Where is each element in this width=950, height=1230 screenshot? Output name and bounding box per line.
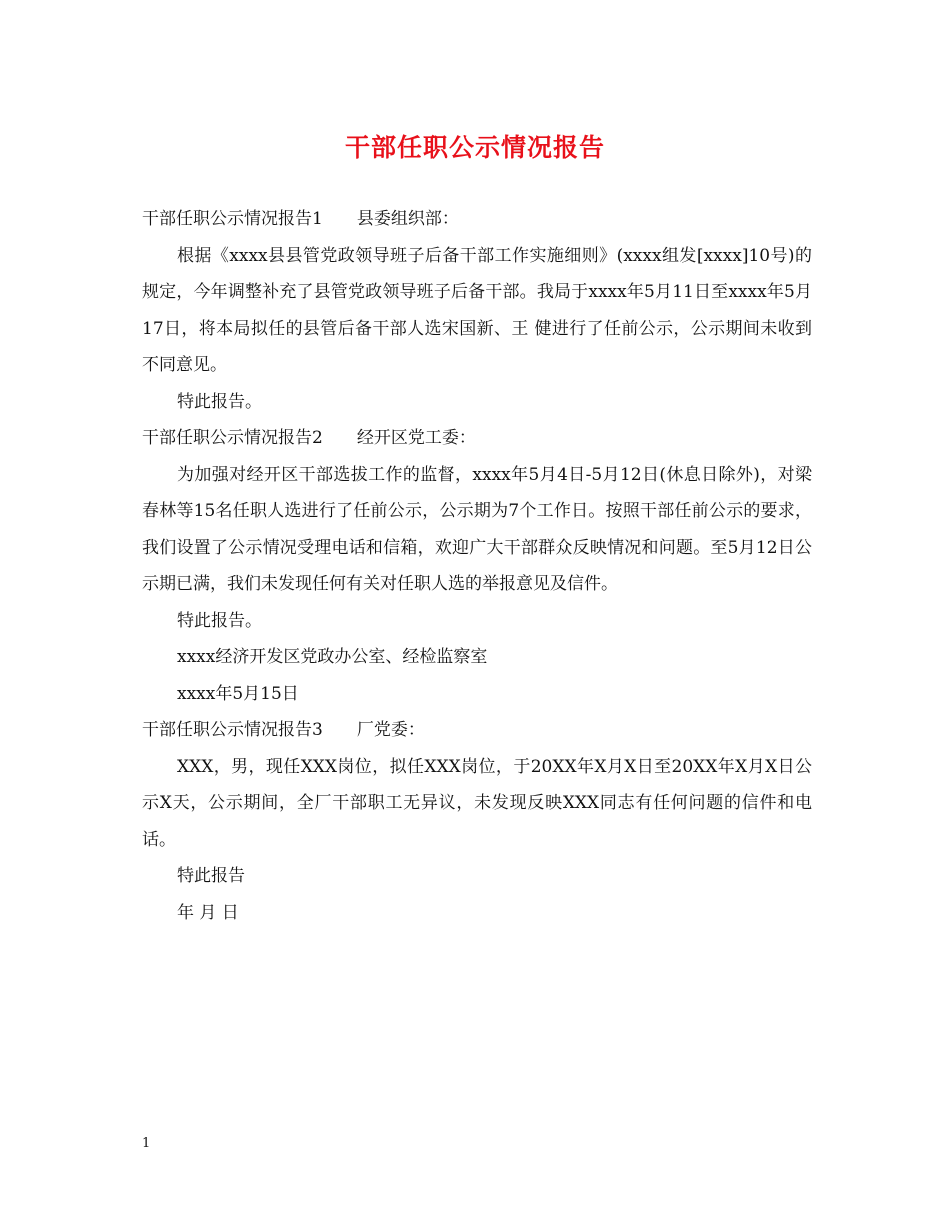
- section-title: 干部任职公示情况报告1: [142, 209, 323, 229]
- section-signature: xxxx经济开发区党政办公室、经检监察室: [177, 647, 488, 667]
- section-paragraph: XXX，男，现任XXX岗位，拟任XXX岗位，于20XX年X月X日至20XX年X月X日公示X天，公示期间，全厂干部职工无异议，未发现反映XXX同志有任何问题的信件和电话。: [142, 756, 812, 850]
- section-addressee: 经开区党工委：: [356, 428, 476, 448]
- section-title: 干部任职公示情况报告2: [142, 428, 323, 448]
- section-closing: 特此报告。: [177, 610, 262, 631]
- document-title: 干部任职公示情况报告: [344, 133, 605, 162]
- section-addressee: 厂党委：: [356, 720, 425, 740]
- document-body: [142, 201, 812, 931]
- section-closing: 特此报告: [177, 866, 245, 886]
- section-addressee: 县委组织部：: [356, 209, 459, 229]
- section-paragraph: 根据《xxxx县县管党政领导班子后备干部工作实施细则》(xxxx组发[xxxx]10号)的规定，今年调整补充了县管党政领导班子后备干部。我局于xxxx年5月11日至xxxx年5月17日，将本局拟任的县管后备干部人选宋国新、王 健进行了任前公示，公示期间未收到不同意见。: [142, 245, 812, 375]
- page-number: 1: [142, 1136, 151, 1151]
- section-closing: 特此报告。: [177, 391, 262, 412]
- section-title: 干部任职公示情况报告3: [142, 720, 323, 740]
- section-date: xxxx年5月15日: [177, 683, 299, 704]
- section-heading: [142, 712, 812, 749]
- section-date: 年 月 日: [177, 902, 239, 923]
- section-paragraph: 为加强对经开区干部选拔工作的监督，xxxx年5月4日-5月12日(休息日除外)，对梁春林等15名任职人选进行了任前公示，公示期为7个工作日。按照干部任前公示的要求，我们设置了公示情况受理电话和信箱，欢迎广大干部群众反映情况和问题。至5月12日公示期已满，我们未发现任何有关对任职人选的举报意见及信件。: [142, 464, 812, 594]
- section-heading: [142, 420, 812, 457]
- section-heading: [142, 201, 812, 238]
